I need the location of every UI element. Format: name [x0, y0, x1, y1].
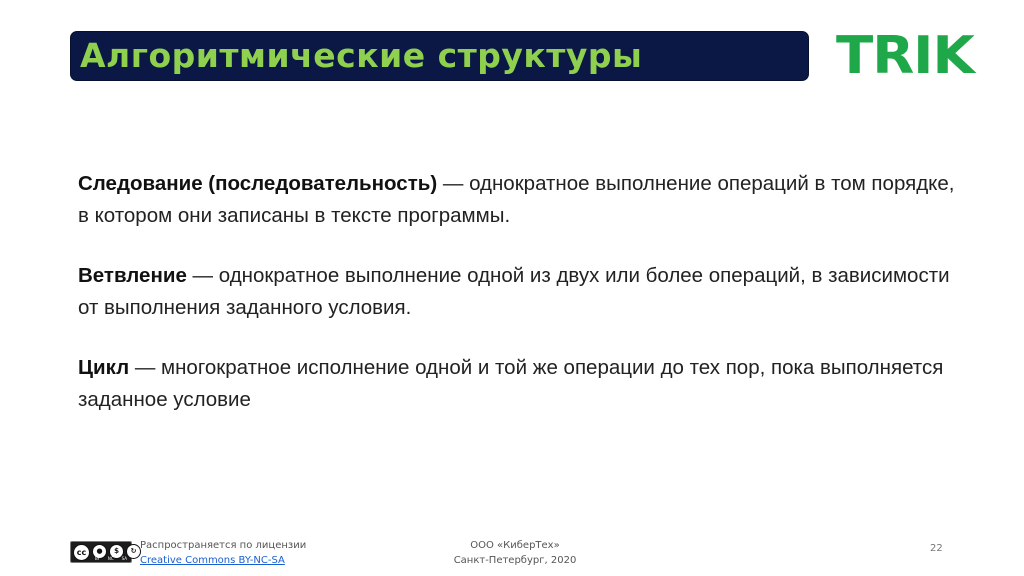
term-sequence: Следование (последовательность) [78, 172, 438, 195]
org-name: ООО «КиберТех» [470, 540, 560, 551]
definition-text: — однократное выполнение операций в том порядке, в котором они записаны в тексте программы. [78, 172, 955, 227]
definition-loop [78, 352, 958, 416]
license-text: Распространяется по лицензии [140, 540, 307, 551]
trik-logo: TRIK [836, 26, 974, 86]
org-location-year: Санкт-Петербург, 2020 [453, 555, 577, 566]
definition-sequence [78, 168, 958, 232]
creative-commons-badge-icon [70, 541, 137, 563]
sa-label: SA [121, 556, 127, 561]
page-number: 22 [930, 543, 943, 554]
license-info [140, 538, 306, 568]
definition-text: — однократное выполнение одной из двух или более операций, в зависимости от выполнения заданного условия. [78, 264, 950, 319]
term-branching: Ветвление [78, 264, 187, 287]
license-link[interactable]: Creative Commons BY-NC-SA [140, 555, 285, 566]
definition-text: — многократное исполнение одной и той же операции до тех пор, пока выполняется заданное условие [78, 356, 944, 411]
slide-title: Алгоритмические структуры [80, 36, 643, 75]
nc-label: NC [107, 556, 114, 561]
term-loop: Цикл [78, 356, 130, 379]
definition-branching [78, 260, 958, 324]
nc-icon: $ [109, 544, 124, 559]
organization-info [440, 538, 590, 568]
by-icon: ● [92, 544, 107, 559]
slide-content [78, 168, 958, 444]
sa-icon: ↻ [126, 544, 141, 559]
by-label: BY [94, 556, 100, 561]
title-bar [70, 31, 809, 81]
cc-icon: cc [73, 544, 90, 561]
